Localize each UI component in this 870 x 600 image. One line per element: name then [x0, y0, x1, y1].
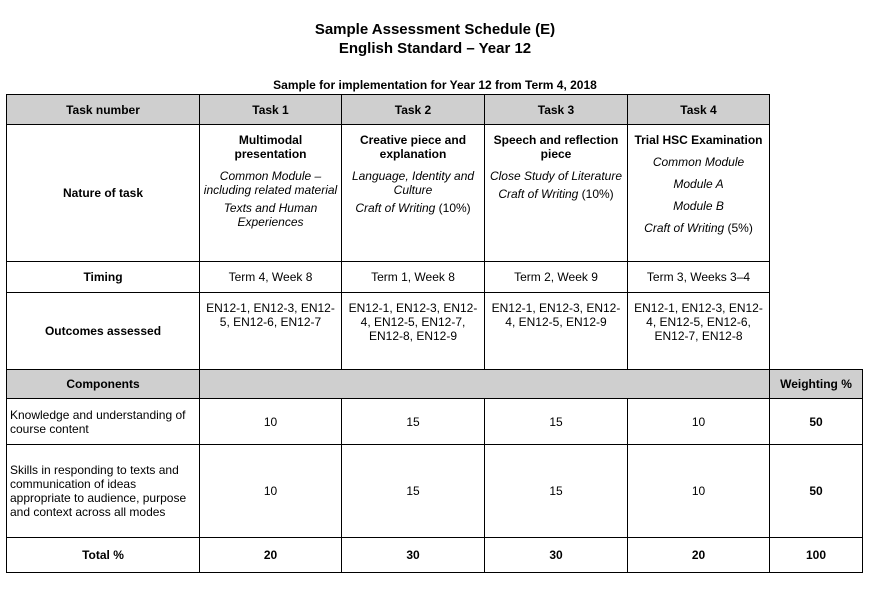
nature-of-task-row — [7, 125, 863, 262]
total-row — [7, 538, 863, 573]
components-label: Components — [7, 370, 200, 399]
task-2-outcomes: EN12-1, EN12-3, EN12-4, EN12-5, EN12-7, EN12-8, EN12-9 — [342, 293, 485, 370]
task-3-module: Close Study of Literature — [489, 169, 623, 183]
task-1-header: Task 1 — [200, 95, 342, 125]
task-4-title: Trial HSC Examination — [634, 133, 763, 147]
task-4-module-1: Common Module — [652, 155, 745, 169]
knowledge-weighting: 50 — [770, 399, 863, 445]
task-1-module-2: Texts and Human Experiences — [223, 201, 318, 229]
implementation-note: Sample for implementation for Year 12 from Term 4, 2018 — [273, 78, 597, 92]
task-4-header: Task 4 — [628, 95, 770, 125]
knowledge-row — [7, 399, 863, 445]
task-3-skills: 15 — [485, 445, 628, 538]
total-weighting: 100 — [770, 538, 863, 573]
task-2-craft: Craft of Writing (10%) — [355, 201, 471, 215]
task-2-timing: Term 1, Week 8 — [342, 262, 485, 293]
task-3-header: Task 3 — [485, 95, 628, 125]
task-2-total: 30 — [342, 538, 485, 573]
nature-of-task-label: Nature of task — [7, 125, 200, 262]
task-2-module: Language, Identity and Culture — [351, 169, 475, 197]
outcomes-row — [7, 293, 863, 370]
outcomes-label: Outcomes assessed — [7, 293, 200, 370]
task-2-knowledge: 15 — [342, 399, 485, 445]
task-2-title: Creative piece and explanation — [359, 133, 467, 161]
task-4-skills: 10 — [628, 445, 770, 538]
task-2-skills: 15 — [342, 445, 485, 538]
task-4-outcomes: EN12-1, EN12-3, EN12-4, EN12-5, EN12-6, EN12-7, EN12-8 — [628, 293, 770, 370]
task-1-skills: 10 — [200, 445, 342, 538]
skills-weighting: 50 — [770, 445, 863, 538]
document-title: Sample Assessment Schedule (E) — [314, 21, 556, 38]
document-subtitle-course: English Standard – Year 12 — [338, 40, 532, 57]
components-header-row — [7, 370, 863, 399]
task-1-module: Common Module – including related material — [203, 169, 338, 197]
weighting-label: Weighting % — [770, 370, 863, 399]
task-number-row — [7, 95, 863, 125]
skills-row — [7, 445, 863, 538]
timing-row — [7, 262, 863, 293]
task-1-nature — [200, 125, 342, 262]
task-3-timing: Term 2, Week 9 — [485, 262, 628, 293]
task-number-label: Task number — [7, 95, 200, 125]
task-2-nature — [342, 125, 485, 262]
blank-cell — [770, 95, 863, 370]
task-4-nature — [628, 125, 770, 262]
task-2-header: Task 2 — [342, 95, 485, 125]
task-1-title: Multimodal presentation — [234, 133, 307, 161]
task-3-title: Speech and reflection piece — [493, 133, 619, 161]
task-4-timing: Term 3, Weeks 3–4 — [628, 262, 770, 293]
task-1-outcomes: EN12-1, EN12-3, EN12-5, EN12-6, EN12-7 — [200, 293, 342, 370]
task-4-knowledge: 10 — [628, 399, 770, 445]
task-4-total: 20 — [628, 538, 770, 573]
task-1-total: 20 — [200, 538, 342, 573]
task-4-module-2: Module A — [673, 177, 724, 191]
task-4-module-3: Module B — [673, 199, 724, 213]
task-1-knowledge: 10 — [200, 399, 342, 445]
task-1-timing: Term 4, Week 8 — [200, 262, 342, 293]
knowledge-label: Knowledge and understanding of course content — [7, 399, 200, 445]
task-4-craft: Craft of Writing (5%) — [644, 221, 753, 235]
task-3-knowledge: 15 — [485, 399, 628, 445]
assessment-schedule-table — [6, 94, 863, 573]
task-3-total: 30 — [485, 538, 628, 573]
components-header-fill — [200, 370, 770, 399]
timing-label: Timing — [7, 262, 200, 293]
skills-label: Skills in responding to texts and communication of ideas appropriate to audience, purpose and context across all modes — [7, 445, 200, 538]
task-3-nature — [485, 125, 628, 262]
task-3-craft: Craft of Writing (10%) — [498, 187, 614, 201]
total-label: Total % — [7, 538, 200, 573]
task-3-outcomes: EN12-1, EN12-3, EN12-4, EN12-5, EN12-9 — [485, 293, 628, 370]
